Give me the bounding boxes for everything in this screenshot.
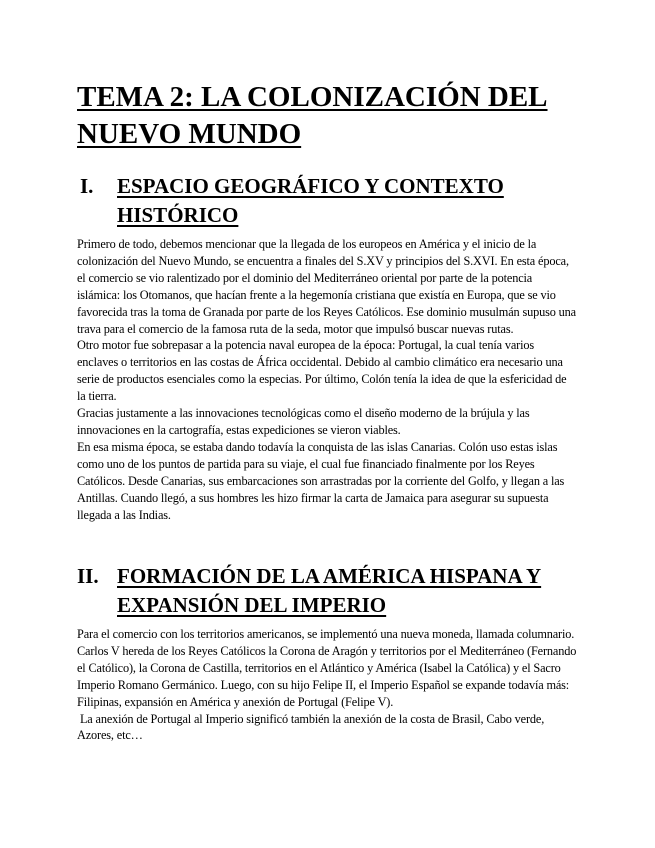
section-heading-text-1: ESPACIO GEOGRÁFICO Y CONTEXTO HISTÓRICO [117, 174, 504, 227]
section-body-2 [77, 626, 577, 744]
section-heading-text-2: FORMACIÓN DE LA AMÉRICA HISPANA Y EXPANSIÓN DEL IMPERIO [117, 564, 542, 617]
section-body-1 [77, 236, 577, 523]
section-heading-2 [77, 562, 597, 620]
paragraph: Gracias justamente a las innovaciones tecnológicas como el diseño moderno de la brújula y las innovaciones en la cartografía, estas expediciones se vieron viables. [77, 406, 530, 437]
section-heading-1 [77, 172, 597, 230]
document-title: TEMA 2: LA COLONIZACIÓN DEL NUEVO MUNDO [77, 81, 548, 150]
section-number-1: I. [80, 174, 94, 198]
section-number-2: II. [77, 564, 99, 588]
paragraph: La anexión de Portugal al Imperio significó también la anexión de la costa de Brasil, Cabo verde, Azores, etc… [77, 711, 547, 743]
paragraph: Otro motor fue sobrepasar a la potencia naval europea de la época: Portugal, la cual tenía varios enclaves o territorios en las costas de África occidental. Debido al cambio climático era necesario una serie de productos esenciales como la especias. Por último, Colón tenía la idea de que la esfericidad de la tierra. [77, 338, 567, 404]
paragraph: En esa misma época, se estaba dando todavía la conquista de las islas Canarias. Colón uso estas islas como uno de los puntos de partida para su viaje, el cual fue financiado finalmente por los Reyes Católicos. Desde Canarias, sus embarcaciones son arrastradas por la corriente del Golfo, y llegan a las Antillas. Cuando llegó, a sus hombres les hizo firmar la carta de Jamaica para asegurar su supuesta llegada a las Indias. [77, 439, 565, 522]
paragraph: Primero de todo, debemos mencionar que la llegada de los europeos en América y el inicio de la colonización del Nuevo Mundo, se encuentra a finales del S.XV y principios del S.XVI. En esta época, el comercio se vio ralentizado por el dominio del Mediterráneo oriental por parte de la potencia islámica: los Otomanos, que hacían frente a la hegemonía cristiana que existía en Europa, que se vio favorecida tras la toma de Granada por parte de los Reyes Católicos. Ese dominio musulmán supuso una trava para el comercio de la famosa ruta de la seda, motor que impulsó buscar nuevas rutas. [77, 237, 576, 336]
paragraph: Para el comercio con los territorios americanos, se implementó una nueva moneda, llamada columnario. Carlos V hereda de los Reyes Católicos la Corona de Aragón y territorios por el Mediterráneo (Fernando el Católico), la Corona de Castilla, territorios en el Atlántico y América (Isabel la Católica) y el Sacro Imperio Romano Germánico. Luego, con su hijo Felipe II, el Imperio Español se expande todavía más: Filipinas, expansión en América y anexión de Portugal (Felipe V). [77, 627, 577, 709]
